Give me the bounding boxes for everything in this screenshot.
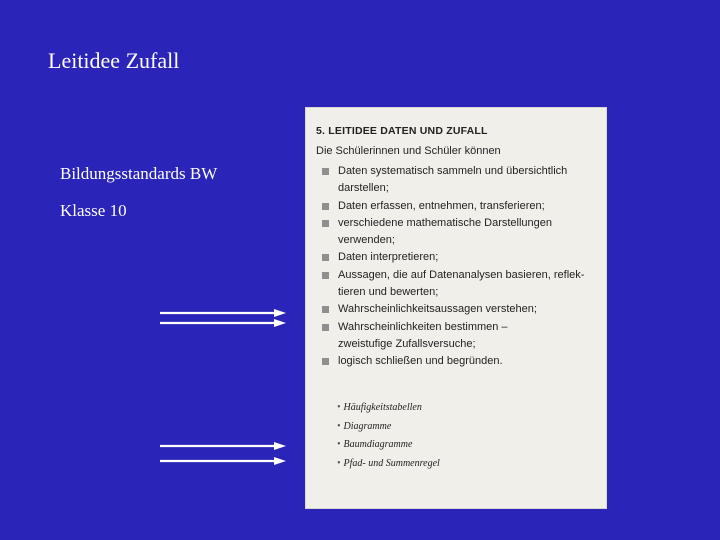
list-item: • Baumdiagramme [337,439,413,450]
list-item: Wahrscheinlichkeitsaussagen verstehen; [316,301,602,318]
square-bullet-icon [322,358,329,365]
list-item: Daten interpretieren; [316,249,602,266]
dot-bullet-icon: • [337,402,341,413]
list-item: • Diagramme [337,420,392,432]
dot-bullet-icon: • [337,420,341,432]
square-bullet-icon [322,306,329,313]
list-item: Wahrscheinlichkeiten bestimmen – [316,319,602,336]
square-bullet-icon [322,220,329,227]
grade-label: Klasse 10 [60,201,127,220]
list-item: Daten erfassen, entnehmen, transferieren; [316,198,602,215]
competency-list [316,163,602,371]
list-item: verwenden; [338,234,395,247]
square-bullet-icon [322,272,329,279]
square-bullet-icon [322,203,329,210]
dot-bullet-icon: • [337,439,341,450]
arrow-right-icon [160,318,286,328]
list-item: zweistufige Zufallsversuche; [338,337,476,350]
list-item: • Pfad- und Summenregel [337,457,440,469]
list-item: Aussagen, die auf Datenanalysen basieren, reflek- [316,267,602,284]
square-bullet-icon [322,168,329,175]
list-item: • Häufigkeitstabellen [337,402,422,413]
list-item: logisch schließen und begründen. [316,353,602,370]
arrow-right-icon [160,456,286,466]
arrow-right-icon [160,308,286,318]
slide-title: Leitidee Zufall [48,48,180,73]
arrow-right-icon [160,441,286,451]
scan-intro: Die Schülerinnen und Schüler können [316,145,501,157]
scan-heading: 5. LEITIDEE DATEN UND ZUFALL [316,125,488,137]
topic-list [337,399,440,473]
standards-label: Bildungsstandards BW [60,164,218,183]
list-item: tieren und bewerten; [338,286,439,299]
textbook-scan [305,107,607,509]
dot-bullet-icon: • [337,457,341,469]
square-bullet-icon [322,254,329,261]
list-item: Daten systematisch sammeln und übersichtlich [316,163,602,180]
list-item: darstellen; [338,182,389,195]
square-bullet-icon [322,324,329,331]
list-item: verschiedene mathematische Darstellungen [316,215,602,232]
